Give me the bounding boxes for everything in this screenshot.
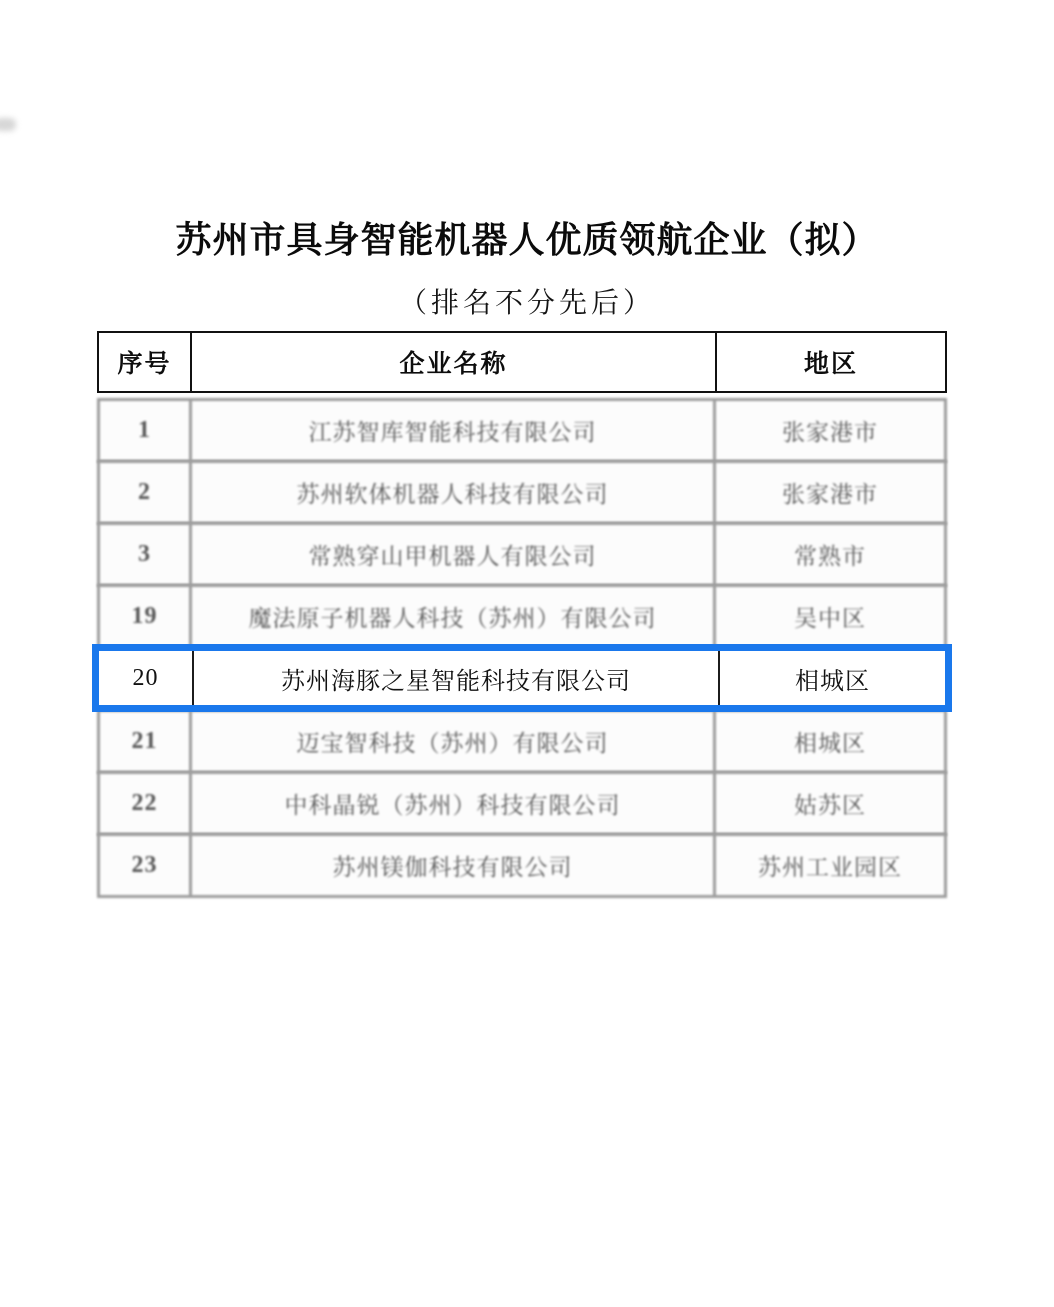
row-number-cell: 2 — [100, 463, 192, 522]
company-name-cell: 苏州软体机器人科技有限公司 — [192, 463, 716, 522]
page-title: 苏州市具身智能机器人优质领航企业（拟） — [175, 219, 879, 260]
company-table — [97, 331, 947, 898]
region-cell: 苏州工业园区 — [758, 855, 902, 880]
table-header-row — [97, 331, 947, 393]
row-number-cell: 21 — [100, 712, 192, 771]
company-name-cell: 苏州镁伽科技有限公司 — [192, 836, 716, 895]
company-name-cell: 迈宝智科技（苏州）有限公司 — [192, 712, 716, 771]
region-cell: 张家港市 — [782, 482, 878, 507]
table-row — [97, 771, 947, 836]
page-subtitle: （排名不分先后） — [398, 288, 655, 319]
table-body — [97, 398, 947, 898]
row-number-cell: 22 — [100, 774, 192, 833]
region-cell: 姑苏区 — [794, 793, 866, 818]
row-number-cell: 19 — [100, 587, 192, 646]
header-cell-company: 企业名称 — [192, 333, 717, 391]
company-name-cell: 苏州海豚之星智能科技有限公司 — [194, 651, 720, 705]
table-row-highlighted — [92, 644, 952, 712]
row-number-cell: 23 — [100, 836, 192, 895]
header-cell-region: 地区 — [803, 351, 858, 378]
header-cell-index: 序号 — [99, 333, 192, 391]
scan-artifact — [0, 118, 16, 131]
table-row — [97, 398, 947, 463]
table-row — [97, 460, 947, 525]
row-number-cell: 20 — [99, 651, 194, 705]
table-row — [97, 709, 947, 774]
region-cell: 相城区 — [794, 731, 866, 756]
region-cell: 常熟市 — [794, 544, 866, 569]
table-row — [97, 522, 947, 587]
table-row — [97, 833, 947, 898]
company-name-cell: 中科晶锐（苏州）科技有限公司 — [192, 774, 716, 833]
region-cell: 相城区 — [795, 668, 870, 695]
table-row — [97, 584, 947, 649]
company-name-cell: 江苏智库智能科技有限公司 — [192, 401, 716, 460]
row-number-cell: 1 — [100, 401, 192, 460]
company-name-cell: 魔法原子机器人科技（苏州）有限公司 — [192, 587, 716, 646]
region-cell: 张家港市 — [782, 420, 878, 445]
row-number-cell: 3 — [100, 525, 192, 584]
company-name-cell: 常熟穿山甲机器人有限公司 — [192, 525, 716, 584]
region-cell: 吴中区 — [794, 606, 866, 631]
